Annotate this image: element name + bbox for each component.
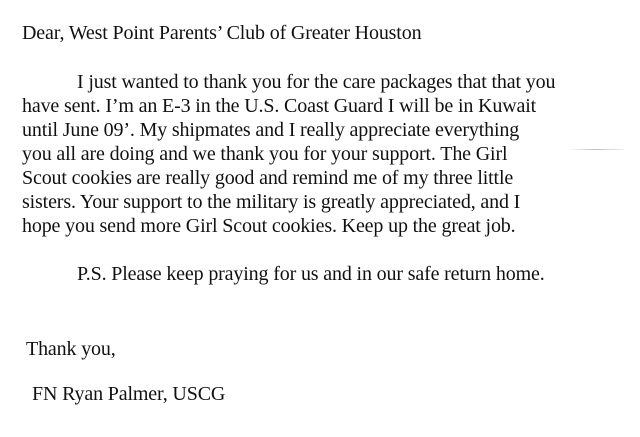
paragraph-line: Scout cookies are really good and remind me of my three little bbox=[22, 167, 514, 189]
paragraph-line: hope you send more Girl Scout cookies. Keep up the great job. bbox=[22, 215, 516, 237]
paragraph-line: I just wanted to thank you for the care packages that that you bbox=[77, 71, 556, 93]
postscript: P.S. Please keep praying for us and in our safe return home. bbox=[77, 263, 545, 285]
paragraph-line: you all are doing and we thank you for your support. The Girl bbox=[22, 143, 508, 165]
paragraph-line: have sent. I’m an E-3 in the U.S. Coast Guard I will be in Kuwait bbox=[22, 95, 537, 117]
paragraph-line: sisters. Your support to the military is greatly appreciated, and I bbox=[22, 191, 521, 213]
paragraph-line: until June 09’. My shipmates and I really appreciate everything bbox=[22, 119, 520, 141]
signature: FN Ryan Palmer, USCG bbox=[32, 383, 226, 405]
scan-artifact-line bbox=[568, 149, 624, 150]
salutation: Dear, West Point Parents’ Club of Greater Houston bbox=[22, 22, 422, 44]
closing: Thank you, bbox=[26, 338, 116, 360]
